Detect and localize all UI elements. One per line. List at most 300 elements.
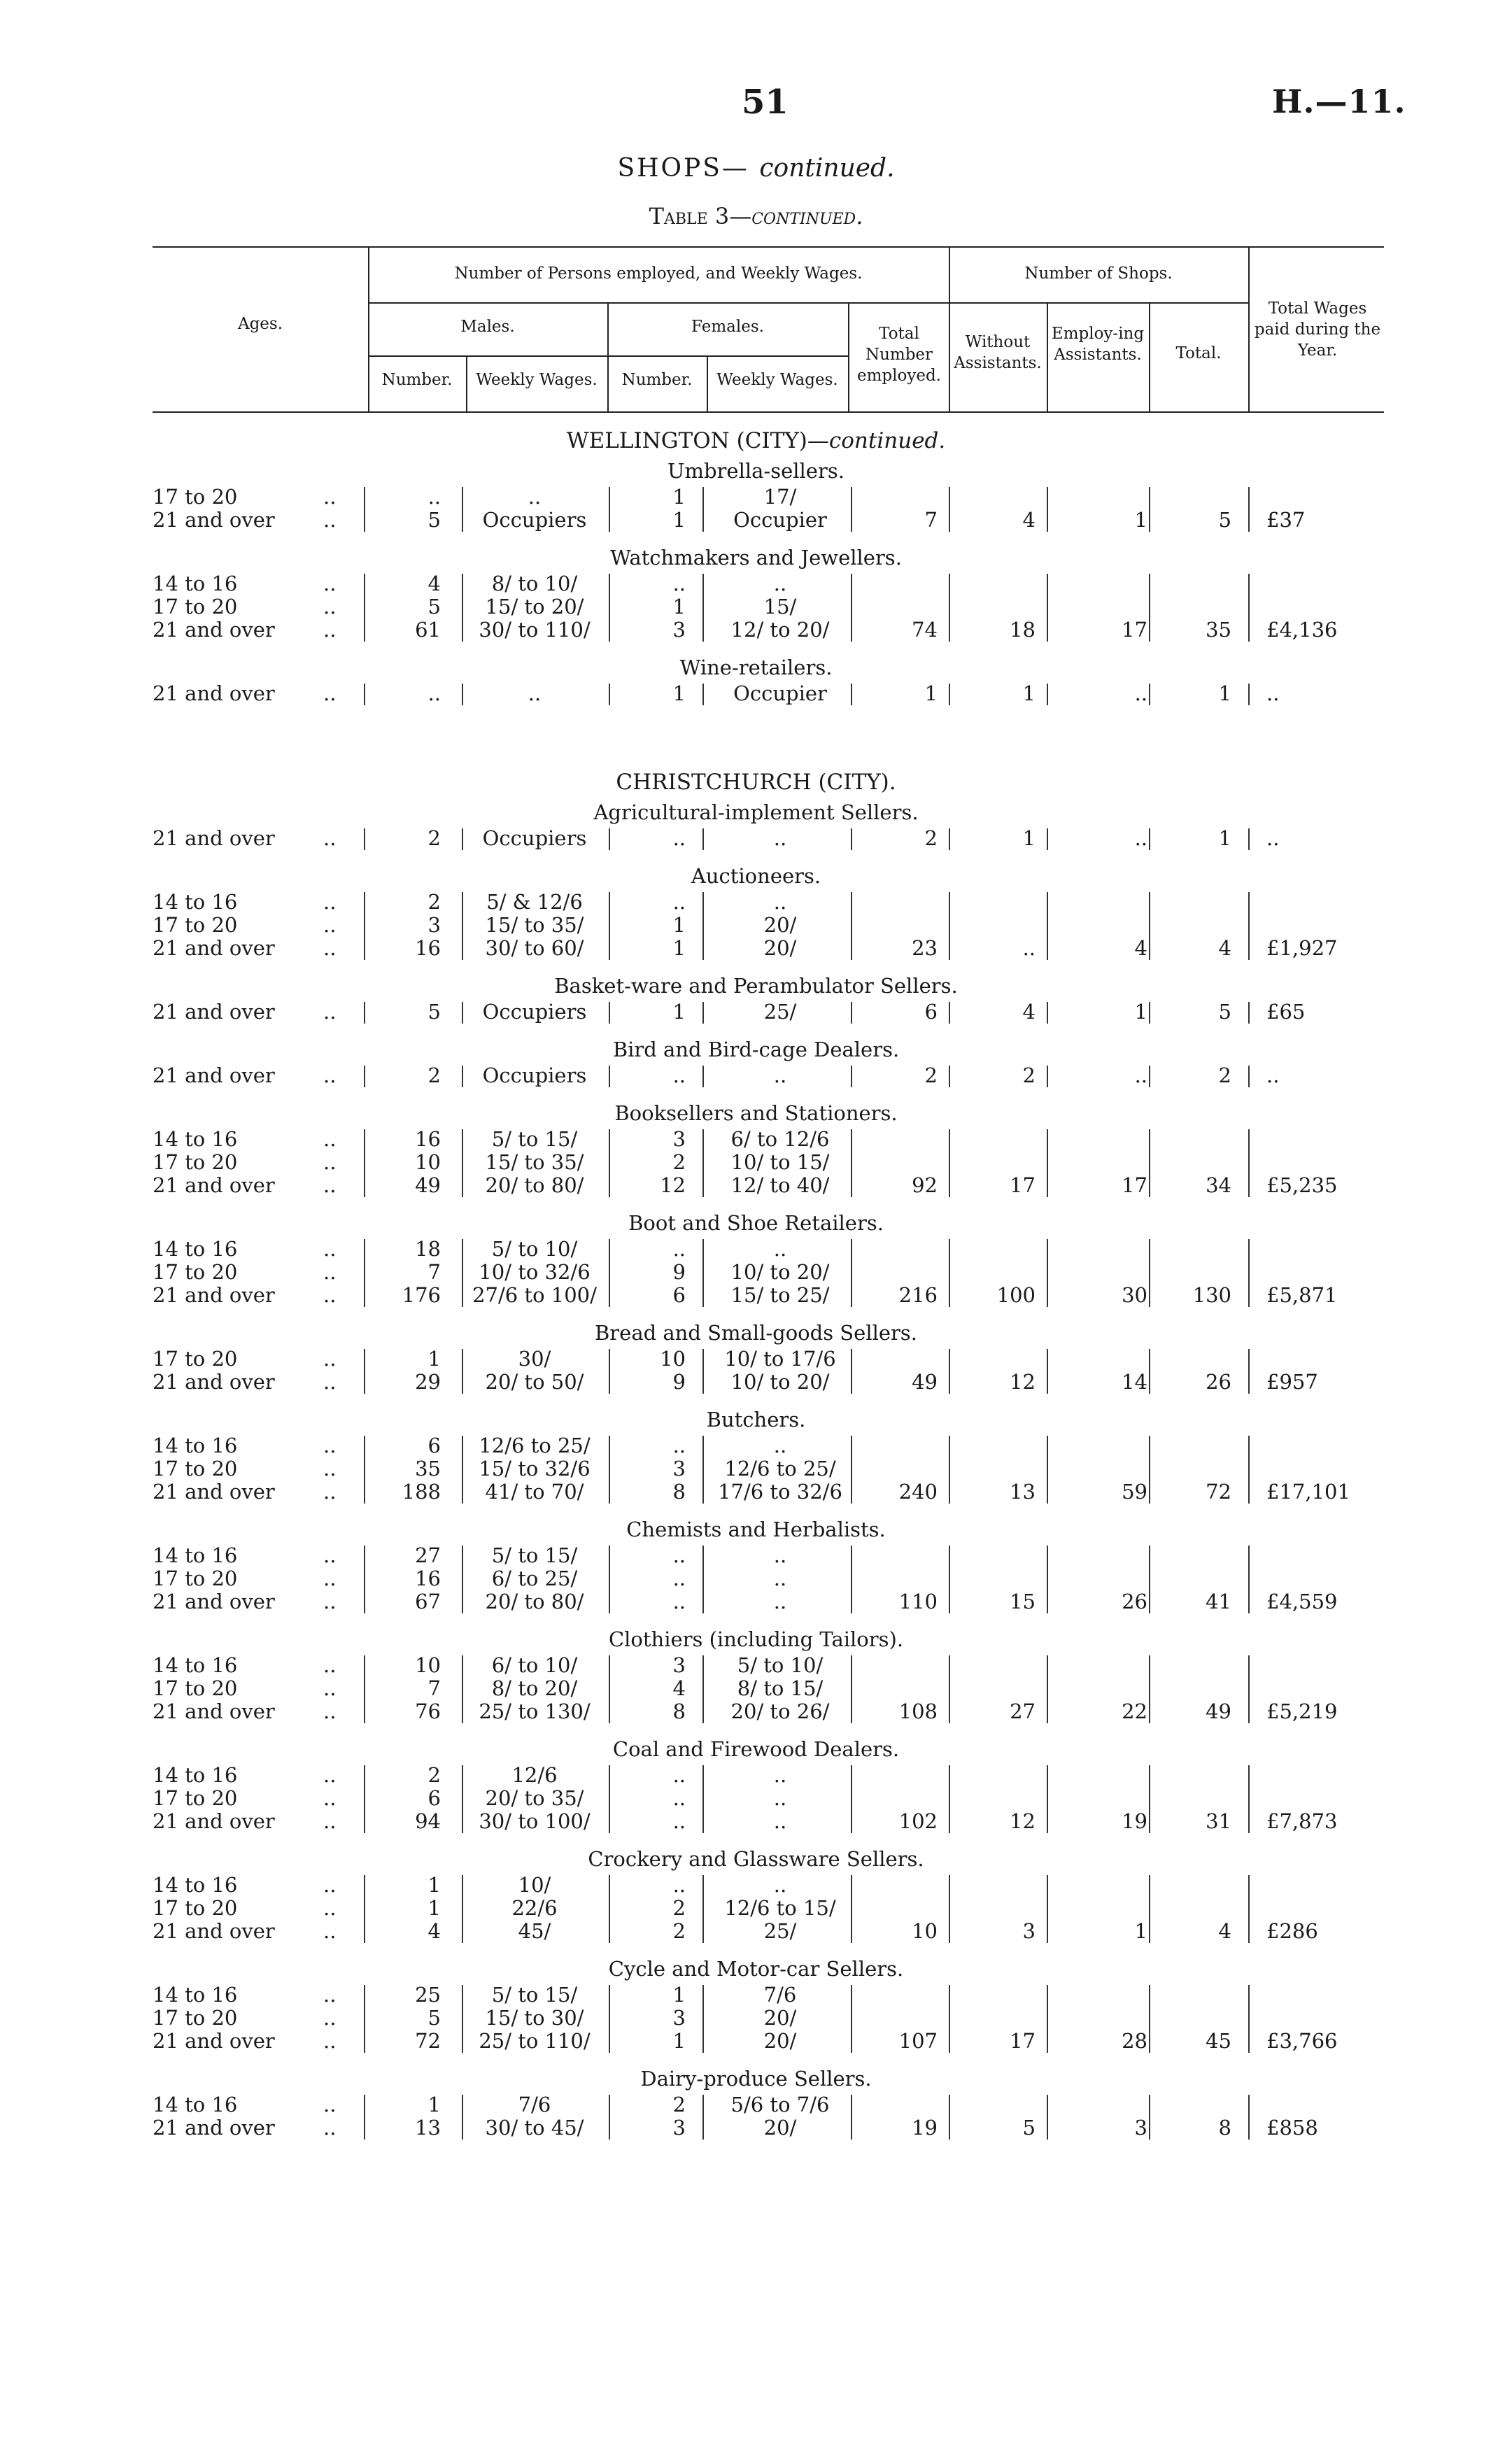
age-cell: 21 and over: [153, 1173, 275, 1197]
male-wages-cell: 20/ to 80/: [485, 1590, 584, 1613]
column-rule: [462, 1129, 463, 1197]
column-rule: [702, 2095, 704, 2140]
column-rule: [1047, 1129, 1048, 1197]
column-rule: [949, 1002, 950, 1024]
female-wages-cell: ..: [773, 1873, 787, 1897]
female-number-cell: ..: [672, 1809, 686, 1833]
male-number-cell: 7: [428, 1676, 441, 1700]
male-number-cell: 13: [415, 2116, 441, 2140]
column-rule: [609, 1066, 610, 1087]
column-rule: [1248, 1985, 1250, 2053]
column-rule: [462, 1985, 463, 2053]
shops-employing-cell: 17: [1122, 1173, 1147, 1197]
female-wages-cell: ..: [773, 1809, 787, 1833]
shops-employing-cell: 59: [1122, 1480, 1147, 1504]
shops-employing-cell: ..: [1134, 826, 1147, 850]
column-rule: [702, 1655, 704, 1723]
leader-dots: ..: [323, 1919, 337, 1943]
male-wages-cell: ..: [528, 485, 542, 509]
shops-without-cell: 100: [996, 1283, 1036, 1307]
total-employed-cell: 240: [898, 1480, 938, 1504]
female-wages-cell: 17/: [763, 485, 797, 509]
title-main: SHOPS: [617, 154, 722, 183]
header-females: Females.: [691, 318, 764, 336]
male-wages-cell: 12/6 to 25/: [479, 1434, 591, 1457]
male-number-cell: 67: [415, 1590, 441, 1613]
total-wages-cell: £286: [1266, 1919, 1318, 1943]
shops-total-cell: 34: [1206, 1173, 1231, 1197]
column-rule: [702, 1875, 704, 1943]
column-rule: [609, 574, 610, 642]
shops-employing-cell: 14: [1122, 1370, 1147, 1394]
total-employed-cell: 2: [924, 826, 938, 850]
male-wages-cell: Occupiers: [482, 1063, 587, 1087]
column-rule: [949, 1546, 950, 1613]
male-wages-cell: 12/6: [511, 1763, 558, 1787]
female-number-cell: ..: [672, 1237, 686, 1261]
male-number-cell: 16: [415, 1567, 441, 1590]
column-rule: [949, 1436, 950, 1504]
column-rule: [702, 1002, 704, 1024]
trade-heading: Crockery and Glassware Sellers.: [588, 1847, 924, 1871]
female-number-cell: 9: [672, 1260, 686, 1284]
column-rule: [364, 1546, 365, 1613]
shops-without-cell: 18: [1010, 618, 1036, 642]
leader-dots: ..: [323, 595, 337, 618]
shops-total-cell: 130: [1192, 1283, 1231, 1307]
column-rule: [949, 1066, 950, 1087]
column-rule: [462, 684, 463, 705]
column-rule: [1248, 2095, 1250, 2140]
column-rule: [462, 1546, 463, 1613]
column-rule: [1149, 1765, 1150, 1833]
age-cell: 17 to 20: [153, 913, 238, 937]
column-rule: [1149, 684, 1150, 705]
column-rule: [702, 1985, 704, 2053]
column-rule: [1248, 1239, 1250, 1307]
column-rule: [1149, 1875, 1150, 1943]
shops-total-cell: 1: [1218, 681, 1231, 705]
male-number-cell: 2: [428, 1763, 441, 1787]
male-wages-cell: Occupiers: [482, 508, 587, 532]
male-wages-cell: 6/ to 10/: [491, 1653, 578, 1677]
total-employed-cell: 110: [898, 1590, 938, 1613]
female-wages-cell: ..: [773, 1434, 787, 1457]
male-wages-cell: 15/ to 20/: [485, 595, 584, 618]
column-rule: [702, 684, 704, 705]
column-rule: [702, 1239, 704, 1307]
trade-heading: Watchmakers and Jewellers.: [610, 546, 902, 570]
total-employed-cell: 23: [912, 936, 938, 960]
age-cell: 21 and over: [153, 1063, 275, 1087]
column-rule: [1149, 2095, 1150, 2140]
leader-dots: ..: [323, 2006, 337, 2030]
shops-total-cell: 8: [1218, 2116, 1231, 2140]
shops-without-cell: 1: [1022, 826, 1036, 850]
leader-dots: ..: [323, 890, 337, 914]
column-rule: [702, 487, 704, 532]
male-wages-cell: 15/ to 35/: [485, 913, 584, 937]
table-continued: continued.: [751, 203, 863, 229]
total-employed-cell: 7: [924, 508, 938, 532]
total-employed-cell: 102: [898, 1809, 938, 1833]
leader-dots: ..: [323, 1127, 337, 1151]
total-employed-cell: 92: [912, 1173, 938, 1197]
leader-dots: ..: [323, 2093, 337, 2116]
leader-dots: ..: [323, 1896, 337, 1920]
shops-without-cell: 15: [1010, 1590, 1036, 1613]
shops-without-cell: 27: [1010, 1699, 1036, 1723]
leader-dots: ..: [323, 1237, 337, 1261]
age-cell: 21 and over: [153, 1283, 275, 1307]
shops-total-cell: 41: [1206, 1590, 1231, 1613]
male-wages-cell: 30/: [518, 1347, 551, 1371]
female-number-cell: ..: [672, 1590, 686, 1613]
column-rule: [1047, 892, 1048, 960]
column-rule: [702, 1436, 704, 1504]
column-rule: [949, 892, 950, 960]
trade-heading: Agricultural-implement Sellers.: [593, 800, 919, 824]
female-wages-cell: 12/ to 40/: [730, 1173, 830, 1197]
female-number-cell: 10: [660, 1347, 686, 1371]
total-employed-cell: 19: [912, 2116, 938, 2140]
column-rule: [1047, 1436, 1048, 1504]
female-number-cell: ..: [672, 572, 686, 595]
column-rule: [1047, 1349, 1048, 1394]
column-rule: [609, 1239, 610, 1307]
column-rule: [1149, 1436, 1150, 1504]
shops-total-cell: 26: [1206, 1370, 1231, 1394]
column-rule: [462, 1349, 463, 1394]
column-rule: [364, 1875, 365, 1943]
column-rule: [1248, 1349, 1250, 1394]
total-employed-cell: 10: [912, 1919, 938, 1943]
total-employed-cell: 216: [898, 1283, 938, 1307]
age-cell: 21 and over: [153, 936, 275, 960]
shops-without-cell: 17: [1010, 1173, 1036, 1197]
total-employed-cell: 1: [924, 681, 938, 705]
shops-without-cell: ..: [1022, 936, 1036, 960]
female-wages-cell: Occupier: [733, 508, 827, 532]
shops-total-cell: 31: [1206, 1809, 1231, 1833]
column-rule: [364, 574, 365, 642]
trade-heading: Bread and Small-goods Sellers.: [594, 1321, 917, 1345]
age-cell: 14 to 16: [153, 1237, 238, 1261]
female-wages-cell: 5/ to 10/: [737, 1653, 824, 1677]
total-employed-cell: 2: [924, 1063, 938, 1087]
leader-dots: ..: [323, 1653, 337, 1677]
column-rule: [609, 1436, 610, 1504]
header-female-wages: Weekly Wages.: [716, 371, 838, 389]
column-rule: [1248, 1655, 1250, 1723]
male-wages-cell: 5/ to 15/: [491, 1127, 578, 1151]
leader-dots: ..: [323, 1150, 337, 1174]
male-wages-cell: 25/ to 130/: [479, 1699, 591, 1723]
leader-dots: ..: [323, 1809, 337, 1833]
column-rule: [364, 1436, 365, 1504]
shops-total-cell: 2: [1218, 1063, 1231, 1087]
header-employing: Employ-ing Assistants.: [1051, 325, 1145, 364]
male-wages-cell: 5/ to 15/: [491, 1543, 578, 1567]
shops-without-cell: 3: [1022, 1919, 1036, 1943]
female-number-cell: 1: [672, 508, 686, 532]
trade-heading: Dairy-produce Sellers.: [640, 2067, 872, 2091]
column-rule: [609, 1546, 610, 1613]
male-number-cell: 29: [415, 1370, 441, 1394]
shops-total-cell: 1: [1218, 826, 1231, 850]
column-rule: [462, 828, 463, 850]
age-cell: 21 and over: [153, 2116, 275, 2140]
male-number-cell: 4: [428, 1919, 441, 1943]
age-cell: 21 and over: [153, 681, 275, 705]
column-rule: [609, 892, 610, 960]
male-wages-cell: 5/ to 10/: [491, 1237, 578, 1261]
column-rule: [1149, 1655, 1150, 1723]
female-number-cell: 3: [672, 618, 686, 642]
column-rule: [851, 1436, 852, 1504]
column-rule: [949, 1765, 950, 1833]
column-rule: [1248, 828, 1250, 850]
shops-employing-cell: 1: [1134, 1919, 1147, 1943]
female-number-cell: 1: [672, 485, 686, 509]
female-number-cell: 1: [672, 595, 686, 618]
city-continued: —continued.: [807, 428, 946, 453]
male-wages-cell: 30/ to 100/: [479, 1809, 591, 1833]
male-number-cell: 6: [428, 1786, 441, 1810]
column-rule: [609, 487, 610, 532]
female-wages-cell: ..: [773, 1763, 787, 1787]
total-wages-cell: £858: [1266, 2116, 1318, 2140]
male-number-cell: 49: [415, 1173, 441, 1197]
header-ages: Ages.: [237, 315, 283, 333]
column-rule: [1149, 1985, 1150, 2053]
column-rule: [609, 1985, 610, 2053]
male-wages-cell: 15/ to 32/6: [479, 1457, 591, 1480]
column-rule: [364, 892, 365, 960]
female-number-cell: 4: [672, 1676, 686, 1700]
column-rule: [949, 2095, 950, 2140]
trade-heading: Basket-ware and Perambulator Sellers.: [554, 974, 958, 998]
shops-total-cell: 4: [1218, 1919, 1231, 1943]
city-heading: [0, 770, 1512, 795]
total-employed-cell: 49: [912, 1370, 938, 1394]
female-wages-cell: 12/6 to 25/: [724, 1457, 836, 1480]
male-number-cell: 1: [428, 1896, 441, 1920]
column-rule: [364, 487, 365, 532]
column-rule: [1149, 1239, 1150, 1307]
female-number-cell: 3: [672, 1127, 686, 1151]
total-wages-cell: ..: [1266, 681, 1280, 705]
column-rule: [1047, 1239, 1048, 1307]
age-cell: 17 to 20: [153, 2006, 238, 2030]
header-males: Males.: [460, 318, 515, 336]
leader-dots: ..: [323, 681, 337, 705]
leader-dots: ..: [323, 913, 337, 937]
female-wages-cell: 10/ to 17/6: [724, 1347, 836, 1371]
leader-dots: ..: [323, 1590, 337, 1613]
column-rule: [851, 828, 852, 850]
female-wages-cell: ..: [773, 1590, 787, 1613]
male-number-cell: 2: [428, 826, 441, 850]
total-wages-cell: £1,927: [1266, 936, 1338, 960]
male-wages-cell: 30/ to 110/: [479, 618, 591, 642]
female-number-cell: ..: [672, 1763, 686, 1787]
female-number-cell: 9: [672, 1370, 686, 1394]
female-number-cell: ..: [672, 1567, 686, 1590]
age-cell: 21 and over: [153, 1590, 275, 1613]
column-rule: [1248, 892, 1250, 960]
column-rule: [851, 487, 852, 532]
male-number-cell: 3: [428, 913, 441, 937]
total-wages-cell: £37: [1266, 508, 1306, 532]
male-number-cell: 188: [402, 1480, 441, 1504]
shops-employing-cell: 17: [1122, 618, 1147, 642]
column-rule: [1149, 487, 1150, 532]
shops-without-cell: 4: [1022, 1000, 1036, 1024]
header-total-employed: Total Number employed.: [857, 325, 941, 385]
shops-without-cell: 2: [1022, 1063, 1036, 1087]
female-number-cell: 1: [672, 1983, 686, 2007]
age-cell: 21 and over: [153, 618, 275, 642]
shops-total-cell: 5: [1218, 508, 1231, 532]
column-rule: [1248, 1765, 1250, 1833]
total-employed-cell: 74: [912, 618, 938, 642]
shops-employing-cell: 28: [1122, 2029, 1147, 2053]
leader-dots: ..: [323, 1457, 337, 1480]
age-cell: 17 to 20: [153, 485, 238, 509]
column-rule: [462, 574, 463, 642]
male-wages-cell: 45/: [518, 1919, 551, 1943]
city-name: CHRISTCHURCH (CITY).: [616, 770, 896, 795]
column-rule: [609, 1002, 610, 1024]
trade-heading: Bird and Bird-cage Dealers.: [612, 1038, 900, 1061]
column-rule: [609, 1765, 610, 1833]
column-rule: [851, 2095, 852, 2140]
age-cell: 17 to 20: [153, 1786, 238, 1810]
female-wages-cell: 7/6: [763, 1983, 797, 2007]
male-wages-cell: 15/ to 35/: [485, 1150, 584, 1174]
column-rule: [1047, 1875, 1048, 1943]
age-cell: 21 and over: [153, 1370, 275, 1394]
male-number-cell: 76: [415, 1699, 441, 1723]
column-rule: [1248, 1066, 1250, 1087]
shops-total-cell: 49: [1206, 1699, 1231, 1723]
column-rule: [462, 892, 463, 960]
column-rule: [609, 2095, 610, 2140]
shops-employing-cell: 1: [1134, 1000, 1147, 1024]
column-rule: [1248, 1436, 1250, 1504]
male-number-cell: 72: [415, 2029, 441, 2053]
column-rule: [702, 1765, 704, 1833]
column-rule: [851, 1349, 852, 1394]
male-number-cell: 2: [428, 1063, 441, 1087]
leader-dots: ..: [323, 1370, 337, 1394]
female-number-cell: ..: [672, 1434, 686, 1457]
column-rule: [1047, 2095, 1048, 2140]
male-wages-cell: 20/ to 80/: [485, 1173, 584, 1197]
age-cell: 17 to 20: [153, 1567, 238, 1590]
female-number-cell: 12: [660, 1173, 686, 1197]
male-wages-cell: 8/ to 10/: [491, 572, 578, 595]
male-wages-cell: 8/ to 20/: [491, 1676, 578, 1700]
column-rule: [949, 1985, 950, 2053]
male-number-cell: 5: [428, 1000, 441, 1024]
shops-employing-cell: 30: [1122, 1283, 1147, 1307]
city-heading: [0, 428, 1512, 453]
column-rule: [462, 1239, 463, 1307]
male-number-cell: 61: [415, 618, 441, 642]
column-rule: [1248, 1129, 1250, 1197]
column-rule: [1149, 892, 1150, 960]
female-wages-cell: ..: [773, 1543, 787, 1567]
female-number-cell: ..: [672, 1786, 686, 1810]
total-wages-cell: ..: [1266, 826, 1280, 850]
column-rule: [702, 1129, 704, 1197]
column-rule: [1047, 1655, 1048, 1723]
female-number-cell: ..: [672, 826, 686, 850]
trade-heading: Wine-retailers.: [679, 656, 833, 679]
male-number-cell: 16: [415, 1127, 441, 1151]
shops-employing-cell: ..: [1134, 681, 1147, 705]
column-rule: [462, 1655, 463, 1723]
column-rule: [702, 1066, 704, 1087]
leader-dots: ..: [323, 1676, 337, 1700]
male-number-cell: ..: [428, 681, 441, 705]
column-rule: [851, 1239, 852, 1307]
shops-without-cell: 1: [1022, 681, 1036, 705]
female-number-cell: 3: [672, 1457, 686, 1480]
leader-dots: ..: [323, 1699, 337, 1723]
male-wages-cell: 15/ to 30/: [485, 2006, 584, 2030]
age-cell: 21 and over: [153, 1000, 275, 1024]
age-cell: 14 to 16: [153, 1983, 238, 2007]
male-wages-cell: 6/ to 25/: [491, 1567, 578, 1590]
column-rule: [702, 1349, 704, 1394]
column-rule: [851, 1875, 852, 1943]
female-number-cell: 2: [672, 1150, 686, 1174]
age-cell: 21 and over: [153, 508, 275, 532]
column-rule: [609, 1349, 610, 1394]
column-rule: [851, 574, 852, 642]
column-rule: [1047, 1765, 1048, 1833]
column-rule: [702, 892, 704, 960]
trade-heading: Chemists and Herbalists.: [626, 1518, 886, 1541]
male-wages-cell: 10/ to 32/6: [479, 1260, 591, 1284]
shops-employing-cell: 19: [1122, 1809, 1147, 1833]
column-rule: [364, 1129, 365, 1197]
female-wages-cell: ..: [773, 1786, 787, 1810]
column-rule: [1149, 1129, 1150, 1197]
column-rule: [949, 1349, 950, 1394]
male-number-cell: 5: [428, 595, 441, 618]
male-number-cell: 18: [415, 1237, 441, 1261]
male-number-cell: 1: [428, 2093, 441, 2116]
header-without: Without Assistants.: [954, 333, 1042, 372]
female-number-cell: 1: [672, 1000, 686, 1024]
column-rule: [949, 574, 950, 642]
column-rule: [364, 1655, 365, 1723]
total-employed-cell: 108: [898, 1699, 938, 1723]
female-number-cell: 3: [672, 2006, 686, 2030]
female-wages-cell: 25/: [763, 1000, 797, 1024]
column-rule: [609, 1655, 610, 1723]
age-cell: 17 to 20: [153, 1896, 238, 1920]
male-number-cell: 7: [428, 1260, 441, 1284]
column-rule: [851, 1655, 852, 1723]
female-wages-cell: ..: [773, 1237, 787, 1261]
column-rule: [1248, 574, 1250, 642]
trade-heading: Boot and Shoe Retailers.: [628, 1211, 884, 1235]
